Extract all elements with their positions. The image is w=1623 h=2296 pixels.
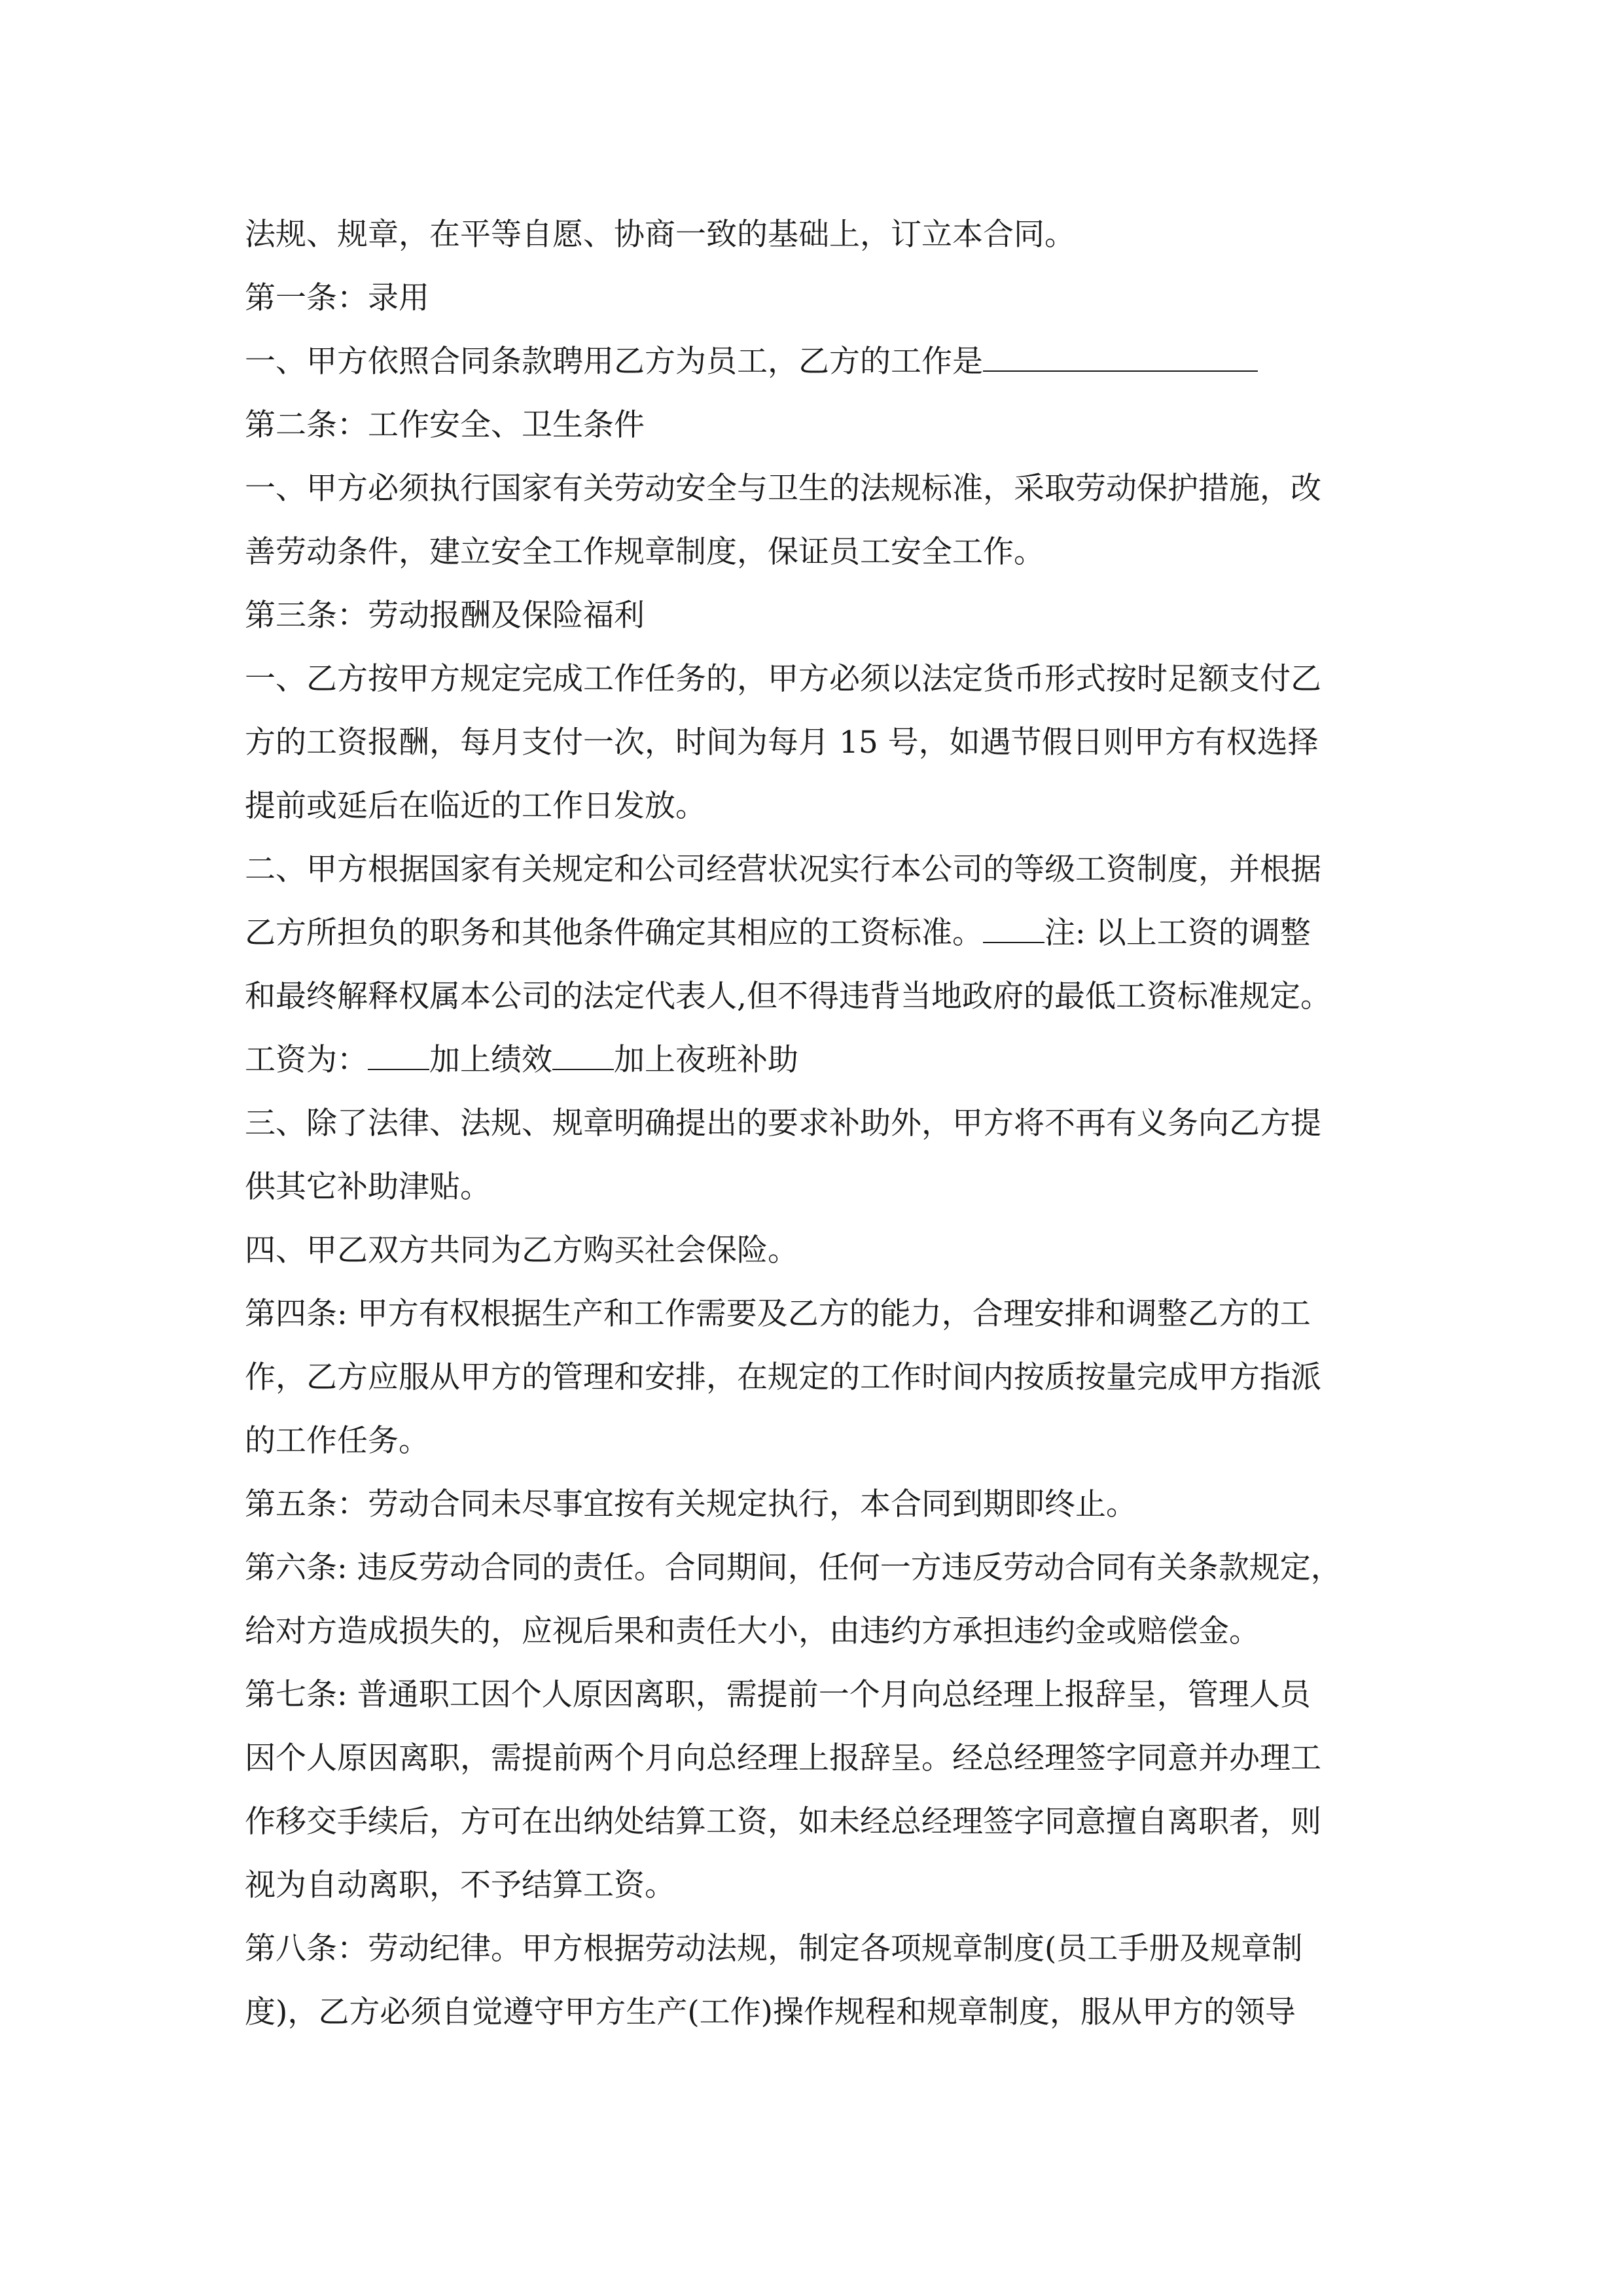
text-line: 第七条: 普通职工因个人原因离职，需提前一个月向总经理上报辞呈，管理人员	[245, 1677, 1311, 1713]
text-line: 三、除了法律、法规、规章明确提出的要求补助外，甲方将不再有义务向乙方提	[245, 1105, 1321, 1141]
fill-in-blank	[368, 1031, 429, 1070]
text-line: 法规、规章，在平等自愿、协商一致的基础上，订立本合同。	[245, 217, 1075, 253]
text-line: 第八条：劳动纪律。甲方根据劳动法规，制定各项规章制度(员工手册及规章制	[245, 1931, 1303, 1967]
text-line	[245, 1028, 1397, 1092]
article-heading: 第二条：工作安全、卫生条件	[245, 407, 645, 443]
text-line	[245, 901, 1397, 965]
text-line: 的工作任务。	[245, 1423, 429, 1459]
text-line: 一、甲方必须执行国家有关劳动安全与卫生的法规标准，采取劳动保护措施，改	[245, 471, 1321, 507]
text-line: 一、乙方按甲方规定完成工作任务的，甲方必须以法定货币形式按时足额支付乙	[245, 661, 1321, 697]
text-line: 四、甲乙双方共同为乙方购买社会保险。	[245, 1232, 798, 1268]
fill-in-blank	[983, 904, 1044, 943]
text-line: 度)，乙方必须自觉遵守甲方生产(工作)操作规程和规章制度，服从甲方的领导	[245, 1994, 1296, 2030]
text-segment: 一、甲方依照合同条款聘用乙方为员工，乙方的工作是	[245, 344, 983, 380]
text-segment: 乙方所担负的职务和其他条件确定其相应的工资标准。	[245, 915, 983, 951]
text-line: 方的工资报酬，每月支付一次，时间为每月 15 号，如遇节假日则甲方有权选择	[245, 725, 1319, 761]
text-line: 给对方造成损失的，应视后果和责任大小，由违约方承担违约金或赔偿金。	[245, 1613, 1260, 1649]
contract-body	[245, 203, 1397, 2044]
text-line: 供其它补助津贴。	[245, 1169, 491, 1205]
text-line: 第六条: 违反劳动合同的责任。合同期间，任何一方违反劳动合同有关条款规定，	[245, 1550, 1342, 1586]
text-line: 第四条: 甲方有权根据生产和工作需要及乙方的能力，合理安排和调整乙方的工	[245, 1296, 1311, 1332]
text-line	[245, 330, 1397, 393]
text-line: 二、甲方根据国家有关规定和公司经营状况实行本公司的等级工资制度，并根据	[245, 852, 1321, 888]
text-line: 和最终解释权属本公司的法定代表人,但不得违背当地政府的最低工资标准规定。	[245, 978, 1331, 1014]
fill-in-blank	[983, 332, 1258, 372]
text-segment: 注: 以上工资的调整	[1044, 915, 1311, 951]
text-segment: 加上绩效	[429, 1042, 552, 1078]
text-line: 因个人原因离职，需提前两个月向总经理上报辞呈。经总经理签字同意并办理工	[245, 1740, 1321, 1776]
text-line: 提前或延后在临近的工作日发放。	[245, 788, 706, 824]
article-heading: 第一条：录用	[245, 280, 429, 316]
text-line: 作移交手续后，方可在出纳处结算工资，如未经总经理签字同意擅自离职者，则	[245, 1804, 1321, 1840]
fill-in-blank	[552, 1031, 614, 1070]
text-segment: 工资为：	[245, 1042, 368, 1078]
text-line: 第五条：劳动合同未尽事宜按有关规定执行，本合同到期即终止。	[245, 1486, 1137, 1522]
text-segment: 加上夜班补助	[614, 1042, 798, 1078]
text-line: 视为自动离职，不予结算工资。	[245, 1867, 675, 1903]
article-heading: 第三条：劳动报酬及保险福利	[245, 598, 645, 634]
text-line: 作，乙方应服从甲方的管理和安排，在规定的工作时间内按质按量完成甲方指派	[245, 1359, 1321, 1395]
text-line: 善劳动条件，建立安全工作规章制度，保证员工安全工作。	[245, 534, 1044, 570]
